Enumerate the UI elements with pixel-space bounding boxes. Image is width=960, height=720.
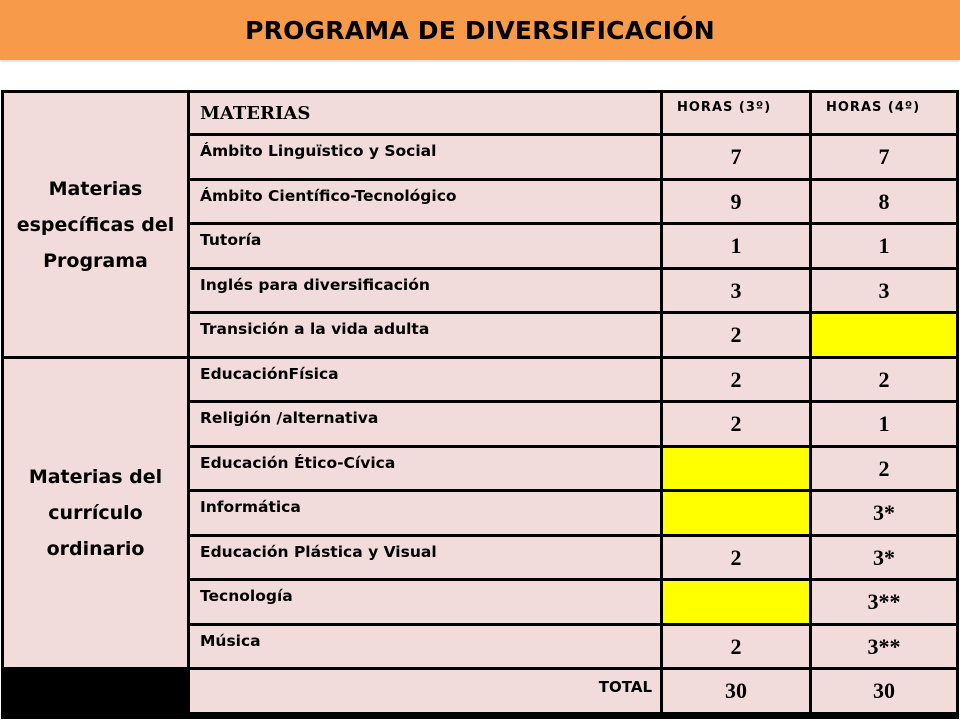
table-row-subject: Tutoría — [190, 225, 663, 270]
total-hours-3: 30 — [663, 670, 812, 715]
hours-3-empty-highlight — [663, 448, 812, 492]
group-specific: Materias específicas del Programa — [1, 90, 190, 359]
hours-4: 3* — [812, 492, 959, 537]
subjects-table — [1, 90, 959, 719]
hours-3: 2 — [663, 403, 812, 448]
table-row-subject: Ámbito Científico-Tecnológico — [190, 181, 663, 225]
hours-4: 7 — [812, 136, 959, 181]
table-row-subject: Transición a la vida adulta — [190, 314, 663, 359]
hours-4: 2 — [812, 359, 959, 403]
hours-4-empty-highlight — [812, 314, 959, 359]
hours-3: 3 — [663, 270, 812, 314]
header-materias: MATERIAS — [190, 90, 663, 136]
header-horas-4: HORAS (4º) — [812, 90, 959, 136]
table-row-subject: Religión /alternativa — [190, 403, 663, 448]
hours-4: 3 — [812, 270, 959, 314]
table-row-subject: Tecnología — [190, 581, 663, 626]
table-row-subject: Música — [190, 626, 663, 670]
page-title: PROGRAMA DE DIVERSIFICACIÓN — [245, 15, 715, 45]
hours-3: 2 — [663, 314, 812, 359]
table-row-subject: Educación Plástica y Visual — [190, 537, 663, 581]
hours-3: 2 — [663, 537, 812, 581]
group-ordinary: Materias del currículo ordinario — [1, 359, 190, 670]
table-row-subject: EducaciónFísica — [190, 359, 663, 403]
hours-3: 1 — [663, 225, 812, 270]
hours-4: 3** — [812, 581, 959, 626]
hours-3: 2 — [663, 359, 812, 403]
table-row-subject: Informática — [190, 492, 663, 537]
hours-4: 3** — [812, 626, 959, 670]
hours-4: 3* — [812, 537, 959, 581]
table-row-subject: Ámbito Linguïstico y Social — [190, 136, 663, 181]
hours-3: 9 — [663, 181, 812, 225]
hours-3-empty-highlight — [663, 581, 812, 626]
table-row-subject: Educación Ético-Cívica — [190, 448, 663, 492]
table-row-subject: Inglés para diversificación — [190, 270, 663, 314]
hours-4: 2 — [812, 448, 959, 492]
hours-4: 8 — [812, 181, 959, 225]
hours-4: 1 — [812, 403, 959, 448]
hours-4: 1 — [812, 225, 959, 270]
title-banner — [0, 0, 960, 60]
total-label: TOTAL — [190, 670, 663, 715]
total-hours-4: 30 — [812, 670, 959, 715]
hours-3-empty-highlight — [663, 492, 812, 537]
hours-3: 2 — [663, 626, 812, 670]
hours-3: 7 — [663, 136, 812, 181]
header-horas-3: HORAS (3º) — [663, 90, 812, 136]
